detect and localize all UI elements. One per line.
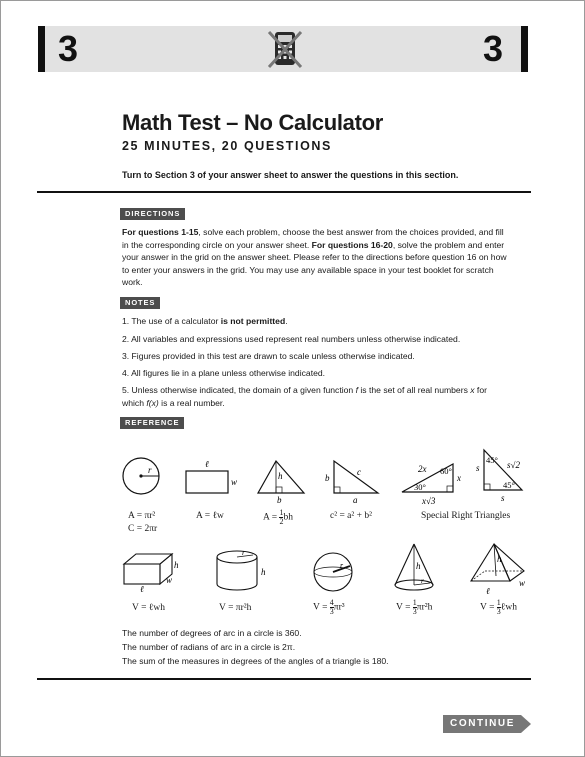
note-5-a: 5. Unless otherwise indicated, the domain of a given function [122,385,356,395]
note-3: 3. Figures provided in this test are drawn to scale unless otherwise indicated. [122,351,415,361]
directions-text-1: , solve each problem, choose the best answer from the choices provided, and fill in the corresponding circle on your answer sheet. [122,227,504,250]
triangle-area-formula [263,509,293,526]
sphere-vol-post: πr³ [333,602,345,613]
no-calculator-icon [266,29,304,69]
sphere-r-label: r [340,561,344,570]
note-1-a: 1. The use of a calculator [122,316,221,326]
cylinder-h-label: h [261,567,266,577]
rectangle-figure [183,458,243,498]
note-1 [122,315,510,328]
triangle-area-post: bh [283,512,293,523]
note-5-d: is a real number. [158,397,225,408]
directions-bold-1: For questions 1-15 [122,227,199,237]
pyramid-figure [468,541,530,599]
cone-r-label: r [421,576,424,585]
section-number-left: 3 [58,28,79,69]
t3060-xroot3-label: x√3 [422,496,436,506]
box-volume-formula: V = ℓwh [132,603,165,613]
45-45-90-triangle-figure [470,446,532,506]
top-divider [37,191,531,193]
fraction-den: 3 [496,607,501,616]
box-l-label: ℓ [140,584,144,592]
fact-radians: The number of radians of arc in a circle is 2π. [122,642,296,652]
reference-tag: REFERENCE [120,417,184,429]
t3060-60-label: 60° [440,466,452,476]
pyramid-volume-formula [480,599,517,616]
directions-tag: DIRECTIONS [120,208,185,220]
fraction-num: 1 [496,598,501,607]
bottom-divider [37,678,531,680]
note-5-x: x [470,385,475,395]
t45-s-bottom-label: s [501,493,505,503]
sphere-volume-formula [313,599,345,616]
rect-w-label: w [231,477,238,487]
note-5 [122,384,510,409]
pyramid-h-label: h [497,554,502,564]
special-right-triangles-label: Special Right Triangles [421,511,511,521]
note-5-b: is the set of all real numbers [358,385,471,395]
cylinder-volume-formula: V = πr²h [219,603,252,613]
cone-vol-post: πr²h [416,602,433,613]
t45-s-left-label: s [476,463,480,473]
circle-area-formula: A = πr² [128,511,156,521]
triangle-b-label: b [277,495,282,505]
box-w-label: w [166,575,173,585]
circle-circumference-formula: C = 2πr [128,524,158,534]
note-2: 2. All variables and expressions used represent real numbers unless otherwise indicated. [122,334,461,344]
fraction-den: 2 [279,517,284,526]
t45-top-label: 45° [486,455,498,465]
30-60-90-triangle-figure [396,450,470,508]
section-left-bar [38,26,45,72]
cylinder-r-label: r [242,548,246,557]
t45-bottom-label: 45° [503,480,515,490]
cone-figure [392,541,442,597]
rectangle-area-formula: A = ℓw [196,511,224,521]
note-1-c: . [285,316,288,326]
rectangular-box-figure [120,550,184,592]
cone-volume-formula [396,599,432,616]
note-1-b: is not permitted [220,316,286,326]
directions-bold-2: For questions 16-20 [311,239,393,250]
t3060-x-label: x [457,473,461,483]
directions-text [122,226,507,289]
fraction-num: 1 [412,598,417,607]
rt-b-label: b [325,473,330,483]
sphere-figure [312,549,356,595]
rt-a-label: a [353,495,358,505]
rect-l-label: ℓ [205,459,209,469]
section-instruction: Turn to Section 3 of your answer sheet to answer the questions in this section. [122,170,459,180]
box-h-label: h [174,560,179,570]
cone-vol-pre: V = [396,602,411,613]
fraction-den: 3 [412,607,417,616]
circle-r-label: r [148,465,152,475]
cone-h-label: h [416,561,421,571]
pyramid-vol-post: ℓwh [500,602,517,613]
section-number-right: 3 [483,28,504,69]
section-right-bar [521,26,528,72]
cylinder-figure [213,548,273,594]
note-5-c: for which [122,385,487,408]
triangle-area-pre: A = [263,512,278,523]
triangle-figure [254,457,310,505]
fraction-num: 4 [329,598,334,607]
fact-triangle-sum: The sum of the measures in degrees of the angles of a triangle is 180. [122,656,389,666]
pythagorean-formula: c² = a² + b² [330,511,372,521]
fraction-num: 1 [279,508,284,517]
t3060-30-label: 30° [414,482,426,492]
note-5-fx: f(x) [146,397,159,408]
notes-tag: NOTES [120,297,160,309]
triangle-h-label: h [278,471,283,481]
note-4: 4. All figures lie in a plane unless otherwise indicated. [122,368,326,378]
rt-c-label: c [357,467,361,477]
note-5-f: f [355,385,358,395]
page-title: Math Test – No Calculator [122,110,384,135]
pyramid-vol-pre: V = [480,602,495,613]
right-triangle-figure [320,457,384,507]
continue-label[interactable]: CONTINUE [450,718,516,729]
t3060-2x-label: 2x [418,464,427,474]
pyramid-w-label: w [519,578,526,588]
directions-text-2: , solve the problem and enter your answer in the grid on the answer sheet. Please refer to the directions before question 16 on how to enter your answers in the grid. You may use any available space in your test booklet for scratch work. [122,239,507,288]
t45-sroot2-label: s√2 [507,460,520,470]
pyramid-l-label: ℓ [486,586,490,596]
circle-figure [120,455,162,497]
fraction-den: 3 [329,607,334,616]
page-subtitle: 25 MINUTES, 20 QUESTIONS [122,139,332,153]
sphere-vol-pre: V = [313,602,328,613]
fact-degrees: The number of degrees of arc in a circle is 360. [122,628,302,638]
